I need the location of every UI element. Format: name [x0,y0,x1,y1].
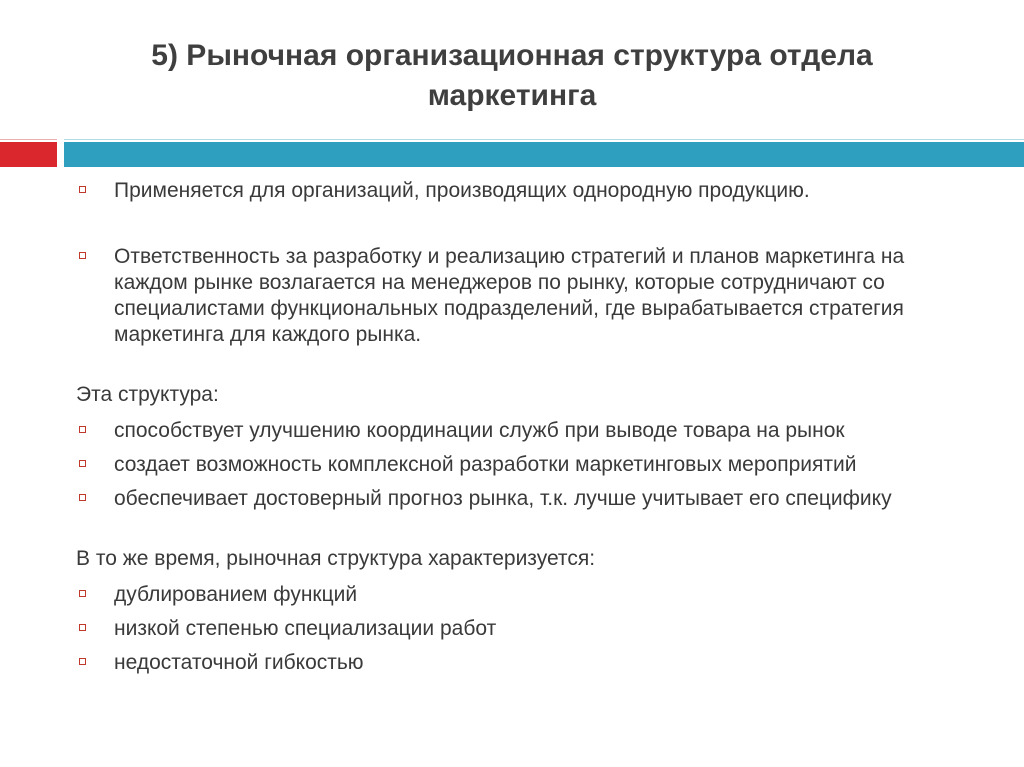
square-bullet-icon [79,460,86,467]
red-accent-bar [0,142,57,167]
list-item [76,650,976,676]
square-bullet-icon [79,624,86,631]
structure-heading: Эта структура: [76,383,219,406]
square-bullet-icon [79,658,86,665]
square-bullet-icon [79,252,86,259]
square-bullet-icon [79,186,86,193]
list-item-text: недостаточной гибкостью [114,651,364,674]
square-bullet-icon [79,426,86,433]
list-item-text: дублированием функций [114,583,358,606]
slide-title [0,36,1024,116]
list-item-text: способствует улучшению координации служб при выводе товара на рынок [114,419,845,442]
blue-accent-bar [64,142,1024,167]
list-item [76,452,976,478]
red-accent-line [0,139,57,140]
list-item [76,616,976,642]
market-heading: В то же время, рыночная структура характеризуется: [76,547,596,570]
list-item [76,418,976,444]
list-item [76,486,976,512]
list-item-text: низкой степенью специализации работ [114,617,497,640]
slide-title-line-1: 5) Рыночная организационная структура отдела [151,39,873,72]
list-item [76,178,976,204]
square-bullet-icon [79,590,86,597]
slide-body [76,178,976,676]
blue-accent-line [64,139,1024,140]
list-item-text: Применяется для организаций, производящих однородную продукцию. [114,179,810,202]
list-item [76,244,976,348]
list-item-text: создает возможность комплексной разработки маркетинговых мероприятий [114,453,857,476]
slide-title-line-2: маркетинга [427,79,597,112]
list-item-text: Ответственность за разработку и реализацию стратегий и планов маркетинга на каждом рынке возлагается на менеджеров по рынку, которые сотрудничают со специалистами функциональных подразделений, где вырабатывается стратегия маркетинга для каждого рынка. [114,245,905,346]
list-item [76,582,976,608]
list-item-text: обеспечивает достоверный прогноз рынка, т.к. лучше учитывает его специфику [114,487,892,510]
square-bullet-icon [79,494,86,501]
